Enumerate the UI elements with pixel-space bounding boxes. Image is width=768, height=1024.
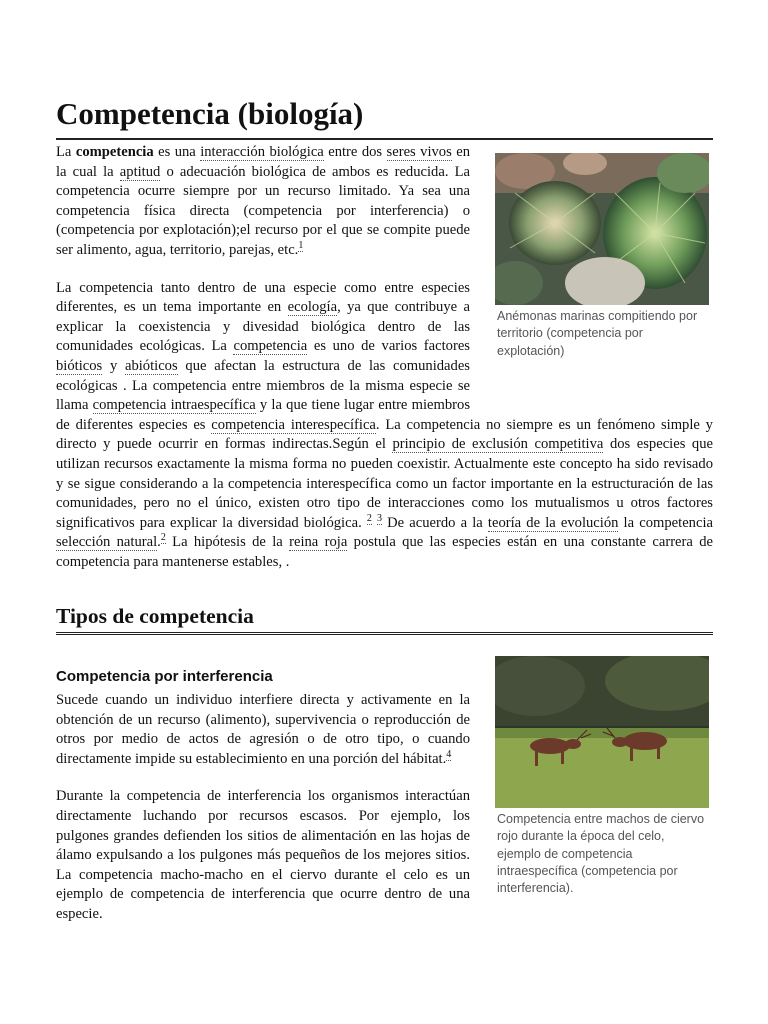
link-ecologia[interactable]: ecología <box>287 299 338 316</box>
reference-2[interactable]: 2 <box>366 512 372 524</box>
interference-section <box>56 691 470 925</box>
text: en la cual la <box>56 144 471 180</box>
text: Sucede cuando un individuo interfiere directa y activamente en la obtención de un recurso (alimento), supervivencia o reproducción de otros por medio de actos de agresión o de otro tipo, o cuando directamente impide su establecimiento en una porción del hábitat. <box>56 692 470 767</box>
text: que afectan la estructura de las comunidades ecológicas . La competencia entre miembros de la misma especie se llama <box>56 357 470 414</box>
text: La hipótesis de la <box>165 534 290 551</box>
text: y <box>102 357 125 374</box>
red-deer-image[interactable] <box>495 656 709 808</box>
reference-3[interactable]: 3 <box>377 512 382 524</box>
text: entre dos <box>323 144 387 160</box>
link-aptitud[interactable]: aptitud <box>119 163 161 180</box>
link-reina-roja[interactable]: reina roja <box>289 534 348 551</box>
link-teoria-evolucion[interactable]: teoría de la evolución <box>487 514 619 531</box>
link-seres-vivos[interactable]: seres vivos <box>386 144 452 160</box>
subsection-heading-interferencia: Competencia por interferencia <box>56 668 273 685</box>
reference-1[interactable]: 1 <box>298 239 304 251</box>
link-competencia-intraespecifica[interactable]: competencia intraespecífica <box>92 397 256 414</box>
text: postula que las especies están en una constante carrera de competencia para mantenerse estables, . <box>56 534 713 570</box>
bold-term: competencia <box>75 144 154 160</box>
figure-caption: Competencia entre machos de ciervo rojo durante la época del celo, ejemplo de competencia intraespecífica (competencia por interferencia). <box>497 812 705 896</box>
reference-4[interactable]: 4 <box>446 748 452 760</box>
link-interaccion-biologica[interactable]: interacción biológica <box>200 144 324 160</box>
section-heading-tipos: Tipos de competencia <box>56 603 713 635</box>
intro-section <box>56 143 713 572</box>
link-principio-exclusion-competitiva[interactable]: principio de exclusión competitiva <box>392 436 604 453</box>
text: . <box>157 534 161 551</box>
interference-example-paragraph: Durante la competencia de interferencia los organismos interactúan directamente luchando por recursos escasos. Por ejemplo, los pulgones grandes defienden los sitios de alimentación en las hojas de álamo expulsando a los pulgones más pequeños de los mejores sitios. La competencia macho-macho en el ciervo durante el celo es un ejemplo de competencia de interferencia que ocurre dentro de una especie. <box>56 788 470 922</box>
ecology-paragraph <box>56 279 713 573</box>
figure-caption: Anémonas marinas compitiendo por territorio (competencia por explotación) <box>497 309 698 358</box>
interference-paragraph <box>56 691 470 769</box>
text: La <box>56 144 76 160</box>
link-bioticos[interactable]: bióticos <box>56 357 103 374</box>
link-abioticos[interactable]: abióticos <box>124 357 178 374</box>
intro-paragraph <box>56 143 470 261</box>
page-title: Competencia (biología) <box>56 96 713 140</box>
text: . La competencia no siempre es un fenómeno simple y directo y puede ocurrir en formas indirectas.Según el <box>56 416 713 453</box>
text: La competencia tanto dentro de una especie como entre especies diferentes, es un tema importante en <box>56 279 470 316</box>
text: dos especies que utilizan recursos exactamente la misma forma no pueden coexistir. Actualmente este concepto ha sido revisado y se sigue considerando a la competencia interespecífica como un factor importante en la estructuración de las comunidades, pero no el único, existen otro tipo de interacciones como los mutualismos u otros factores significativos para explicar la diversidad biológica. <box>56 436 713 531</box>
text: y la que tiene lugar entre miembros de diferentes especies es <box>56 397 470 433</box>
reference-2b[interactable]: 2 <box>160 532 166 544</box>
link-competencia[interactable]: competencia <box>233 338 308 355</box>
text: es una <box>153 144 201 160</box>
text: la competencia <box>618 514 713 531</box>
text: , ya que contribuye a explicar la coexistencia y divesidad biológica dentro de las comunidades ecológicas. La <box>56 299 470 355</box>
text: o adecuación biológica de ambos es reducida. La competencia ocurre siempre por un recurso limitado. Ya sea una competencia física directa (competencia por interferencia) o (competencia por explotación);el recurso por el que se compite puede ser alimento, agua, territorio, parejas, etc. <box>56 163 470 258</box>
text: De acuerdo a la <box>382 514 488 531</box>
link-competencia-interespecifica[interactable]: competencia interespecífica <box>211 416 376 433</box>
link-seleccion-natural[interactable]: selección natural <box>56 534 158 551</box>
text: es uno de varios factores <box>307 338 470 355</box>
figure-red-deer <box>495 656 709 897</box>
